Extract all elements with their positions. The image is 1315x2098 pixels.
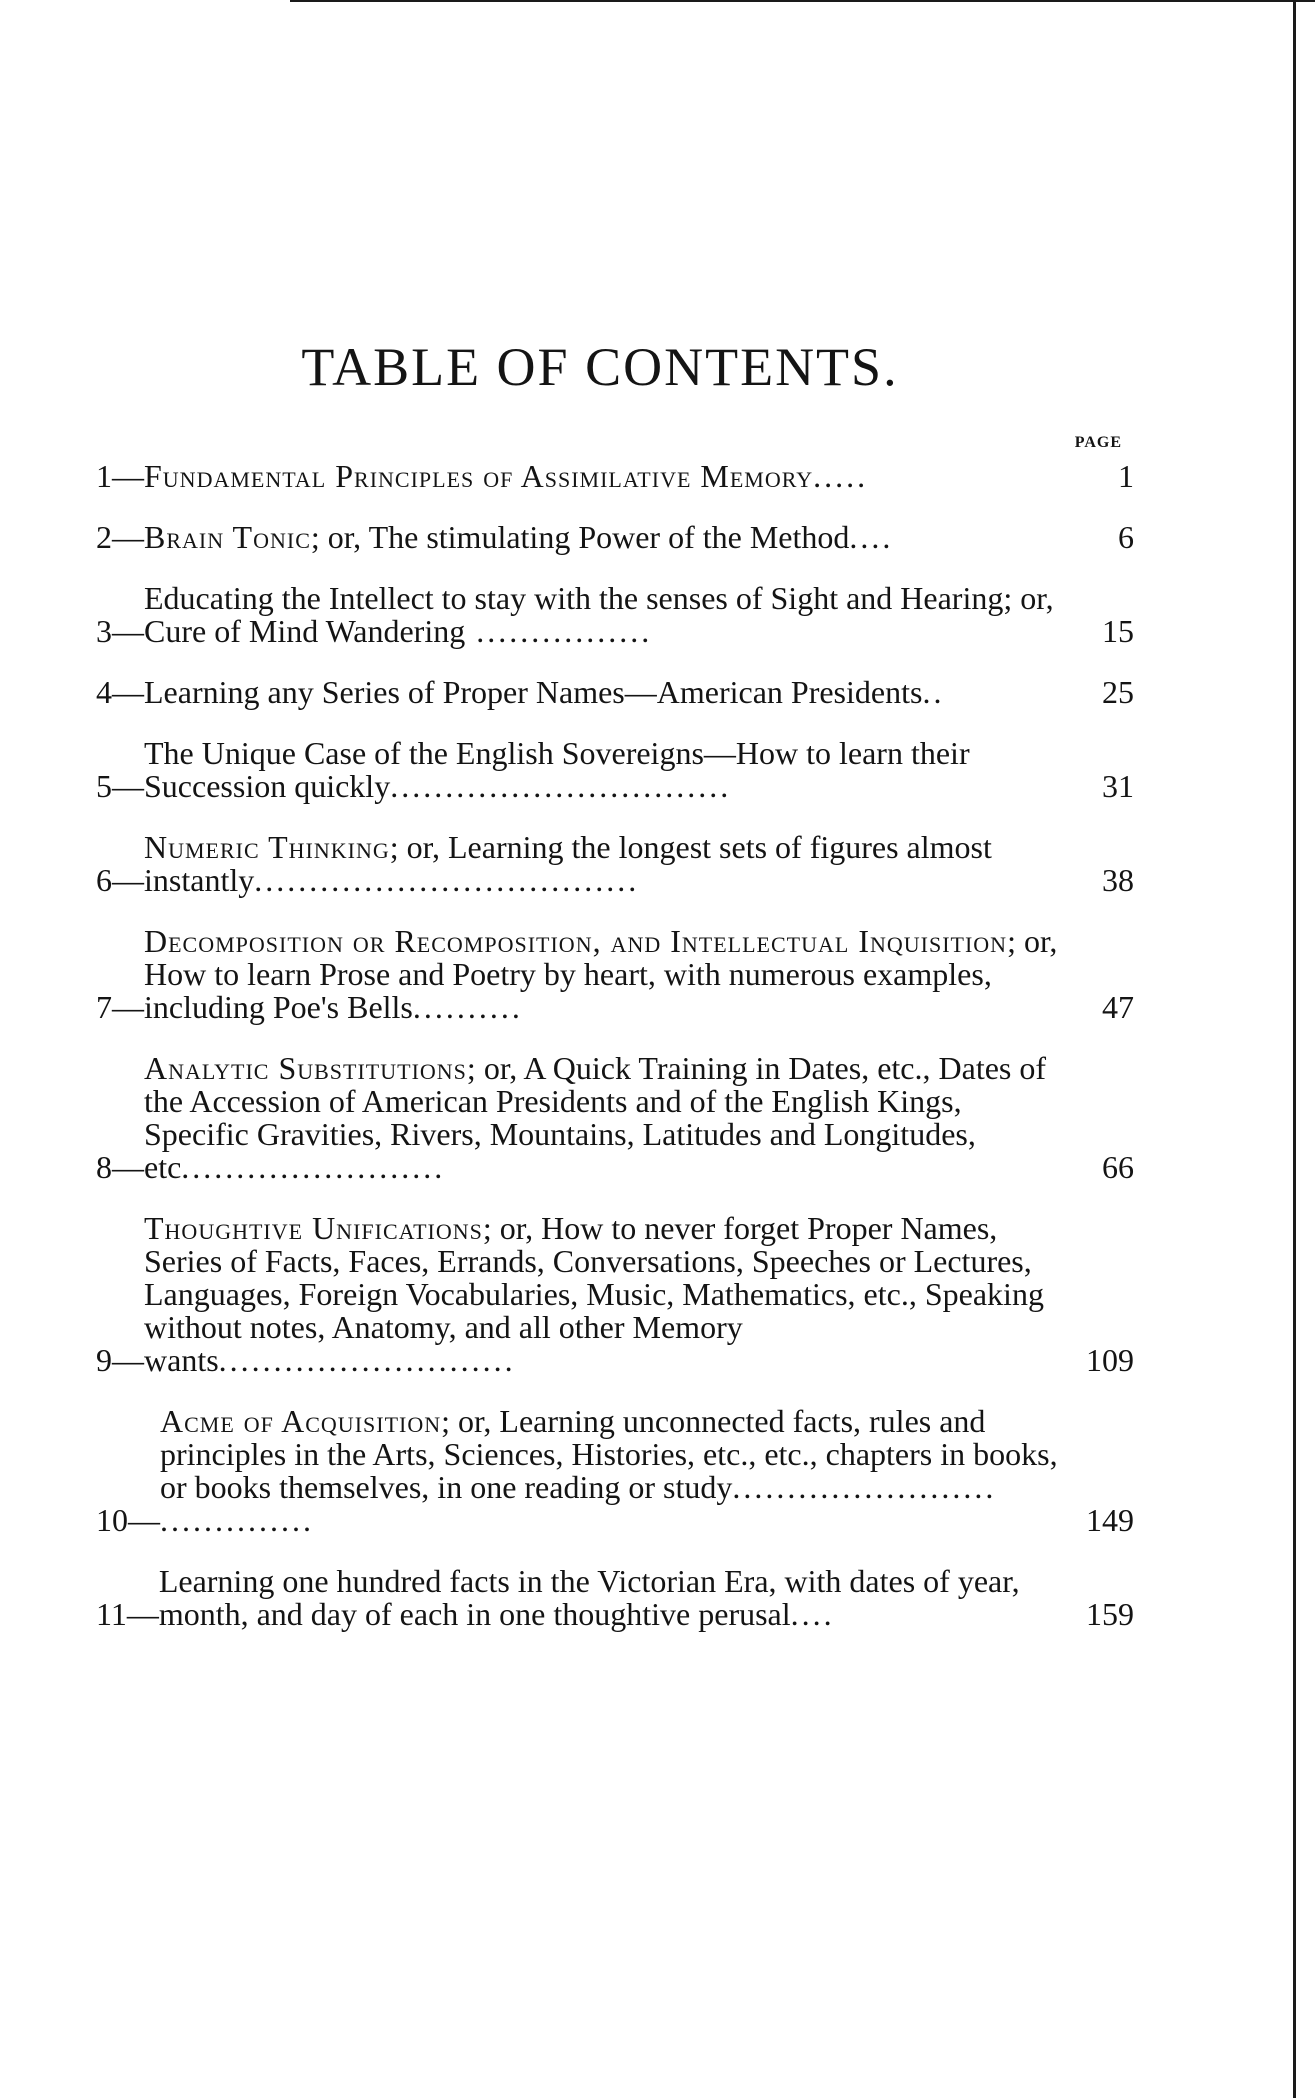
toc-entry[interactable] (96, 925, 1134, 1024)
entry-description: ; or, Learning the longest sets of figures almost instantly (144, 829, 992, 898)
entry-number: 4— (96, 674, 144, 710)
entry-leader-dots: ........................... (218, 1342, 516, 1378)
entry-number: 9— (96, 1342, 144, 1378)
page-title: TABLE OF CONTENTS. (301, 337, 899, 397)
entry-title: Acme of Acquisition (160, 1403, 442, 1439)
toc-entry[interactable] (96, 676, 1134, 709)
entry-text (144, 460, 1070, 493)
page-column-label: PAGE (1074, 434, 1122, 451)
toc-entry[interactable] (96, 521, 1134, 554)
entry-description: ; or, How to never forget Proper Names, Series of Facts, Faces, Errands, Conversations, Speeches or Lectures, Languages, Foreign Vocabularies, Music, Mathematics, etc., Speaking without notes, Anatomy, and all other Memory wants (144, 1210, 1044, 1378)
entry-page-number: 149 (1086, 1502, 1134, 1538)
page-top-edge (290, 0, 1315, 6)
toc-entry[interactable] (96, 460, 1134, 493)
entry-page-number: 38 (1102, 862, 1134, 898)
entry-leader-dots: .......... (412, 989, 523, 1025)
entry-page-number: 109 (1086, 1342, 1134, 1378)
toc-entry[interactable] (96, 831, 1134, 897)
entry-page-number: 159 (1086, 1596, 1134, 1632)
entry-text (159, 1565, 1070, 1631)
entry-description: The Unique Case of the English Sovereigns—How to learn their Succession quickly (144, 735, 970, 804)
entry-description: ; or, How to learn Prose and Poetry by heart, with numerous examples, including Poe's Bells (144, 923, 1058, 1025)
toc-entry[interactable] (96, 1405, 1134, 1537)
entry-title: Numeric Thinking (144, 829, 390, 865)
entry-number: 8— (96, 1149, 144, 1185)
entry-description: ; or, Learning unconnected facts, rules and principles in the Arts, Sciences, Histories, etc., etc., chapters in books, or books themselves, in one reading or study (160, 1403, 1058, 1505)
entry-text (144, 925, 1070, 1024)
toc-entry[interactable] (96, 1565, 1134, 1631)
entry-text (144, 1212, 1070, 1377)
entry-text (144, 831, 1070, 897)
entry-number: 11— (96, 1596, 159, 1632)
entry-number: 5— (96, 768, 144, 804)
toc-entry[interactable] (96, 1052, 1134, 1184)
entry-leader-dots: .... (849, 519, 894, 555)
entry-text (144, 521, 1070, 554)
entry-leader-dots: ................ (465, 613, 653, 649)
toc-entry[interactable] (96, 1212, 1134, 1377)
entry-text (144, 676, 1070, 709)
entry-text (144, 1052, 1070, 1184)
entry-page-number: 25 (1102, 674, 1134, 710)
entry-number: 1— (96, 458, 144, 494)
entry-number: 10— (96, 1502, 160, 1538)
entry-text (144, 582, 1070, 648)
entry-title: Analytic Substitutions (144, 1050, 467, 1086)
entry-number: 3— (96, 613, 144, 649)
entry-page-number: 66 (1102, 1149, 1134, 1185)
entry-title: Decomposition or Recomposition, and Intellectual Inquisition (144, 923, 1008, 959)
entry-leader-dots: ................................... (254, 862, 640, 898)
entry-title: Thoughtive Unifications (144, 1210, 483, 1246)
entry-leader-dots: .. (922, 674, 945, 710)
entry-page-number: 15 (1102, 613, 1134, 649)
entry-leader-dots: ........................ (181, 1149, 446, 1185)
entry-page-number: 6 (1118, 519, 1134, 555)
entry-page-number: 47 (1102, 989, 1134, 1025)
entry-page-number: 1 (1118, 458, 1134, 494)
entry-description: ; or, The stimulating Power of the Method (310, 519, 850, 555)
toc-entry[interactable] (96, 737, 1134, 803)
page-right-edge (1293, 0, 1315, 2098)
entry-title: Brain Tonic (144, 519, 311, 555)
entry-description: Learning any Series of Proper Names—American Presidents (144, 674, 923, 710)
entry-number: 6— (96, 862, 144, 898)
entry-text (144, 737, 1070, 803)
toc-entry[interactable] (96, 582, 1134, 648)
entry-leader-dots: ............................... (390, 768, 732, 804)
entry-page-number: 31 (1102, 768, 1134, 804)
entry-number: 2— (96, 519, 144, 555)
entry-description: Educating the Intellect to stay with the senses of Sight and Hearing; or, Cure of Mind Wandering (144, 580, 1054, 649)
entry-description: Learning one hundred facts in the Victorian Era, with dates of year, month, and day of each in one thoughtive perusal (158, 1563, 1020, 1632)
entry-number: 7— (96, 989, 144, 1025)
entry-leader-dots: ........................ .............. (160, 1469, 997, 1538)
table-of-contents (96, 460, 1134, 1631)
entry-description: ; or, A Quick Training in Dates, etc., Dates of the Accession of American Presidents and of the English Kings, Specific Gravities, Rivers, Mountains, Latitudes and Longitudes, etc (144, 1050, 1047, 1185)
entry-leader-dots: .... (790, 1596, 835, 1632)
entry-text (160, 1405, 1070, 1537)
entry-title: Fundamental Principles of Assimilative Memory (144, 458, 814, 494)
entry-leader-dots: ..... (813, 458, 869, 494)
